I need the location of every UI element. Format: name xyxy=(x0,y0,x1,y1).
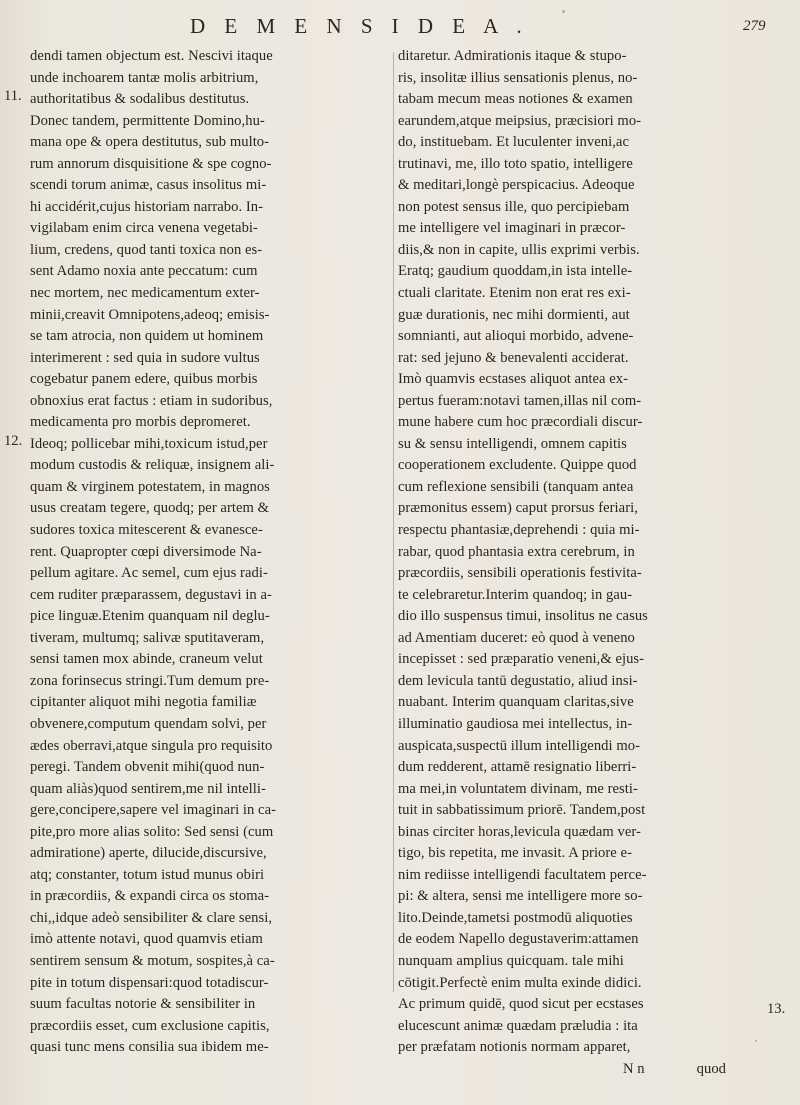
text-line: imò attente notavi, quod quamvis etiam xyxy=(30,931,263,948)
text-line: vigilabam enim circa venena vegetabi- xyxy=(30,220,258,237)
text-line: lito.Deinde,tametsi postmodū aliquoties xyxy=(398,909,633,926)
text-line: elucescunt animæ quædam præludia : ita xyxy=(398,1017,638,1034)
text-line: sudores toxica mitescerent & evanesce- xyxy=(30,522,263,539)
text-line: ad Amentiam duceret: eò quod à veneno xyxy=(398,629,635,646)
text-line: in præcordiis, & expandi circa os stoma- xyxy=(30,888,270,905)
catchword: quod xyxy=(696,1060,727,1077)
text-line: peregi. Tandem obvenit mihi(quod nun- xyxy=(30,759,265,776)
text-line: se tam atrocia, non quidem ut hominem xyxy=(30,328,264,345)
text-line: præmonitus essem) caput prorsus feriari, xyxy=(398,500,638,517)
text-line: gere,concipere,sapere vel imaginari in ca- xyxy=(30,802,277,819)
text-line: Ideoq; pollicebar mihi,toxicum istud,per xyxy=(30,435,268,452)
text-line: scendi torum animæ, casus insolitus mi- xyxy=(30,177,267,194)
text-line: medicamenta pro morbis depromeret. xyxy=(30,414,251,431)
text-line: illuminatio gaudiosa mei intellectus, in- xyxy=(398,715,633,732)
text-line: zona forinsecus stringi.Tum demum pre- xyxy=(30,672,270,689)
text-line: obnoxius erat factus : etiam in sudoribus, xyxy=(30,392,273,409)
text-line: ditaretur. Admirationis itaque & stupo- xyxy=(398,48,627,64)
section-number: 11. xyxy=(4,88,22,104)
text-line: cogebatur panem edere, quibus morbis xyxy=(30,371,258,388)
text-line: de eodem Napello degustaverim:attamen xyxy=(398,931,639,948)
text-line: ris, insolitæ illius sensationis plenus, no- xyxy=(398,69,638,86)
text-line: ædes oberravi,atque singula pro requisito xyxy=(30,737,273,754)
text-line: dendi tamen objectum est. Nescivi itaque xyxy=(30,48,273,64)
text-line: pice linguæ.Etenim quanquam nil deglu- xyxy=(30,608,270,625)
text-line: Donec tandem, permittente Domino,hu- xyxy=(30,112,265,129)
text-line: binas circiter horas,levicula quædam ver- xyxy=(398,823,641,840)
text-line: diis,& non in capite, ullis exprimi verbis. xyxy=(398,241,640,258)
text-line: earundem,atque meipsius, præcisiori mo- xyxy=(398,112,642,129)
text-line: rat: sed jejuno & benevalenti acciderat. xyxy=(398,349,629,366)
text-line: Imò quamvis ecstases aliquot antea ex- xyxy=(398,371,629,388)
page-number: 279 xyxy=(743,18,766,34)
text-line: cōtigit.Perfectè enim multa exinde didici. xyxy=(398,974,642,991)
text-line: te celebraretur.Interim quandoq; in gau- xyxy=(398,586,633,603)
text-line: authoritatibus & sodalibus destitutus. xyxy=(30,91,250,108)
right-text-column xyxy=(398,46,760,1080)
text-line: cipitanter aliquot mihi negotia familiæ xyxy=(30,694,257,711)
text-line: rent. Quapropter cœpi diversimode Na- xyxy=(30,543,262,560)
text-line: cum reflexione sensibili (tanquam antea xyxy=(398,478,634,495)
text-line: incepisset : sed præparatio veneni,& ejus- xyxy=(398,651,645,668)
text-line: hi accidérit,cujus historiam narrabo. In- xyxy=(30,198,264,215)
text-line: dem levicula tantū degustatio, aliud insi- xyxy=(398,672,638,689)
text-line: do, instituebam. Et luculenter inveni,ac xyxy=(398,134,629,151)
text-line: pertus fueram:notavi tamen,illas nil com- xyxy=(398,392,642,409)
text-line: pi: & altera, sensi me intelligere more so- xyxy=(398,888,643,905)
text-line: mana ope & opera destitutus, sub multo- xyxy=(30,134,270,151)
text-line: nim rediisse intelligendi facultatem perce- xyxy=(398,866,647,883)
text-line: suum facultas notorie & sensibiliter in xyxy=(30,996,256,1013)
text-line: per præfatam notionis normam apparet, xyxy=(398,1039,631,1056)
text-line: unde inchoarem tantæ molis arbitrium, xyxy=(30,69,259,86)
text-line: pellum agitare. Ac semel, cum ejus radi- xyxy=(30,565,268,582)
text-line: usus creatam tegere, quodq; per artem & xyxy=(30,500,270,517)
text-line: cooperationem excludente. Quippe quod xyxy=(398,457,637,474)
section-number: 12. xyxy=(4,433,23,449)
text-line: dum redderent, attamē resignatio liberri- xyxy=(398,759,637,776)
text-line: ctuali claritate. Etenim non erat res exi- xyxy=(398,285,631,302)
text-line: ma mei,in voluntatem divinam, me resti- xyxy=(398,780,638,797)
text-line: pite in totum dispensari:quod totadiscur- xyxy=(30,974,269,991)
text-line: sentirem sensum & motum, sospites,à ca- xyxy=(30,952,275,969)
text-line: rum annorum disquisitione & spe cogno- xyxy=(30,155,272,172)
text-line: sensi tamen mox abinde, craneum velut xyxy=(30,651,263,668)
text-line: pite,pro more alias solito: Sed sensi (cum xyxy=(30,823,274,840)
left-text-column xyxy=(30,46,390,1059)
text-line: nuabant. Interim quanquam claritas,sive xyxy=(398,694,634,711)
text-line: tuit in sabbatissimum priorē. Tandem,post xyxy=(398,802,646,819)
paper-speck xyxy=(755,1040,757,1042)
text-line: respectu phantasiæ,deprehendi : quia mi- xyxy=(398,522,640,539)
text-line: admiratione) aperte, dilucide,discursive, xyxy=(30,845,267,862)
text-line: modum custodis & reliquæ, insignem ali- xyxy=(30,457,275,474)
text-line: præcordiis, sensibili operationis festivita- xyxy=(398,565,642,582)
text-line: præcordiis esset, cum exclusione capitis, xyxy=(30,1017,270,1034)
text-line: nec mortem, nec medicamentum exter- xyxy=(30,285,260,302)
text-line: nunquam amplius quicquam. tale mihi xyxy=(398,952,624,969)
text-line: auspicata,suspectū illum intelligendi mo- xyxy=(398,737,640,754)
signature-mark: N n xyxy=(623,1060,645,1077)
text-line: quam & virginem potestatem, in magnos xyxy=(30,478,270,495)
text-line: Eratq; gaudium quoddam,in ista intelle- xyxy=(398,263,633,280)
section-number: 13. xyxy=(767,1001,786,1017)
text-line: quam aliàs)quod sentirem,me nil intelli- xyxy=(30,780,266,797)
text-line: lium, credens, quod tanti toxica non es- xyxy=(30,241,263,258)
text-line: trutinavi, me, illo toto spatio, intelligere xyxy=(398,155,633,172)
text-line: rabar, quod phantasia extra cerebrum, in xyxy=(398,543,635,560)
text-line: cem ruditer præparassem, degustavi in a- xyxy=(30,586,272,603)
text-line: atq; constanter, totum istud munus obiri xyxy=(30,866,265,883)
text-line: tiveram, multumq; salivæ sputitaveram, xyxy=(30,629,265,646)
running-head-left: D E M E N S xyxy=(190,14,380,38)
running-head xyxy=(190,14,710,39)
text-line: interimerent : sed quia in sudore vultus xyxy=(30,349,260,366)
text-line: minii,creavit Omnipotens,adeoq; emisis- xyxy=(30,306,270,323)
text-line: me intelligere vel imaginari in præcor- xyxy=(398,220,626,237)
text-line: obvenere,computum quendam solvi, per xyxy=(30,715,267,732)
text-line: sent Adamo noxia ante peccatum: cum xyxy=(30,263,258,280)
text-line: non potest sensus ille, quo percipiebam xyxy=(398,198,630,215)
text-line: tabam mecum meas notiones & examen xyxy=(398,91,633,108)
text-line: guæ durationis, nec mihi dormienti, aut xyxy=(398,306,630,323)
text-line: dio illo suspensus timui, insolitus ne casus xyxy=(398,608,648,625)
text-line: chi,,idque adeò sensibiliter & clare sensi, xyxy=(30,909,273,926)
text-line: mune habere cum hoc præcordiali discur- xyxy=(398,414,643,431)
catchword-line xyxy=(398,1059,760,1081)
text-line: su & sensu intelligendi, omnem capitis xyxy=(398,435,627,452)
text-line: tigo, bis repetita, me invasit. A priore e- xyxy=(398,845,632,862)
running-head-right: I D E A . xyxy=(391,14,529,38)
text-line: Ac primum quidē, quod sicut per ecstases xyxy=(398,996,644,1013)
text-line: & meditari,longè perspicacius. Adeoque xyxy=(398,177,635,194)
text-line: quasi tunc mens consilia sua ibidem me- xyxy=(30,1039,269,1056)
column-divider xyxy=(393,52,394,992)
paper-speck xyxy=(562,10,565,13)
text-line: somnianti, aut alioqui morbido, advene- xyxy=(398,328,634,345)
